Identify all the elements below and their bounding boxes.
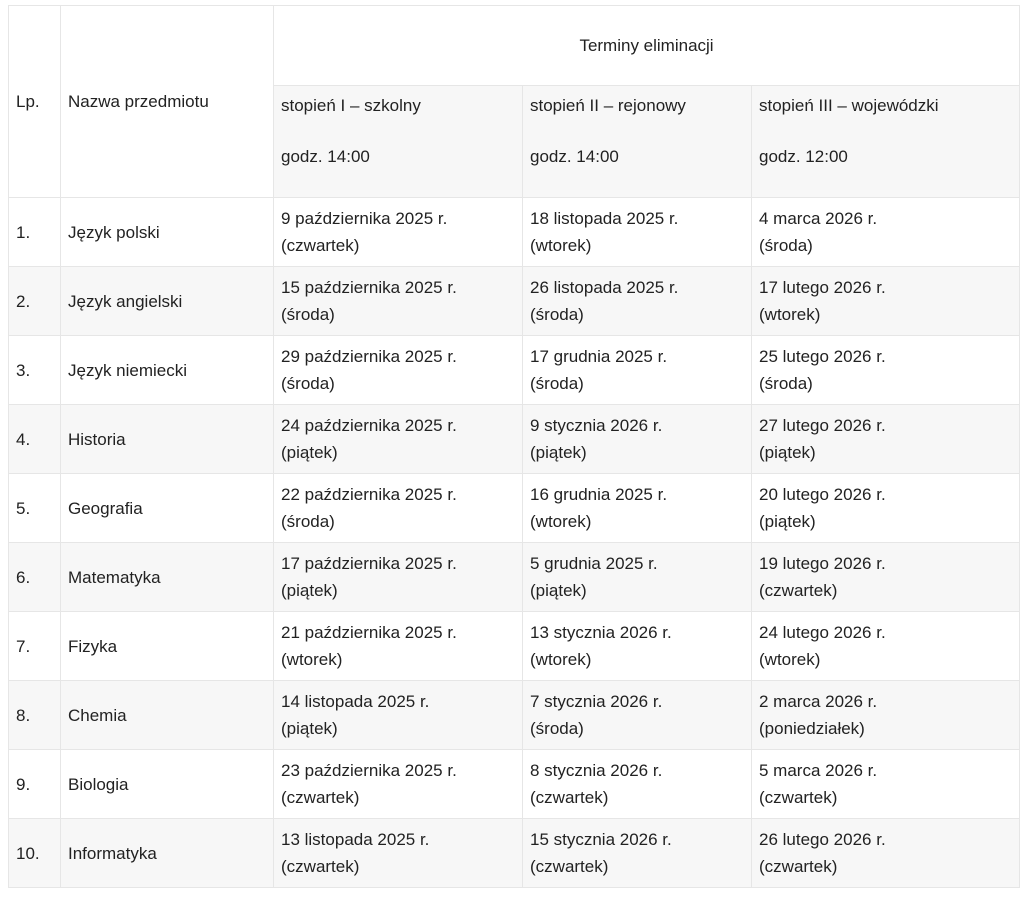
- weekday-text: (piątek): [759, 512, 816, 531]
- stage-3-date: [752, 474, 1020, 543]
- weekday-text: (piątek): [281, 581, 338, 600]
- row-number: 10.: [9, 819, 61, 888]
- stage-1-name: stopień I – szkolny: [281, 96, 421, 115]
- header-stage-1: [274, 86, 523, 198]
- table-row: [9, 819, 1020, 888]
- weekday-text: (czwartek): [281, 857, 360, 876]
- stage-1-date: [274, 198, 523, 267]
- date-text: 24 lutego 2026 r.: [759, 623, 886, 642]
- date-text: 15 października 2025 r.: [281, 278, 457, 297]
- date-text: 18 listopada 2025 r.: [530, 209, 679, 228]
- stage-1-date: [274, 474, 523, 543]
- date-text: 13 stycznia 2026 r.: [530, 623, 672, 642]
- date-text: 5 grudnia 2025 r.: [530, 554, 658, 573]
- stage-2-date: [523, 405, 752, 474]
- stage-2-date: [523, 336, 752, 405]
- weekday-text: (czwartek): [530, 857, 609, 876]
- stage-2-date: [523, 198, 752, 267]
- date-text: 23 października 2025 r.: [281, 761, 457, 780]
- header-stage-3: [752, 86, 1020, 198]
- weekday-text: (piątek): [530, 581, 587, 600]
- date-text: 2 marca 2026 r.: [759, 692, 878, 711]
- subject-name: Język angielski: [61, 267, 274, 336]
- stage-1-date: [274, 612, 523, 681]
- weekday-text: (wtorek): [759, 305, 821, 324]
- date-text: 17 grudnia 2025 r.: [530, 347, 668, 366]
- weekday-text: (wtorek): [281, 650, 343, 669]
- weekday-text: (piątek): [759, 443, 816, 462]
- date-text: 26 listopada 2025 r.: [530, 278, 679, 297]
- stage-1-date: [274, 267, 523, 336]
- subject-name: Matematyka: [61, 543, 274, 612]
- table-row: [9, 267, 1020, 336]
- stage-1-date: [274, 681, 523, 750]
- stage-1-time: godz. 14:00: [281, 147, 370, 166]
- row-number: 3.: [9, 336, 61, 405]
- schedule-table: [8, 5, 1020, 888]
- date-text: 25 lutego 2026 r.: [759, 347, 886, 366]
- stage-1-date: [274, 336, 523, 405]
- weekday-text: (piątek): [530, 443, 587, 462]
- stage-3-date: [752, 543, 1020, 612]
- subject-name: Chemia: [61, 681, 274, 750]
- stage-2-time: godz. 14:00: [530, 147, 619, 166]
- row-number: 4.: [9, 405, 61, 474]
- stage-3-date: [752, 750, 1020, 819]
- subject-name: Geografia: [61, 474, 274, 543]
- date-text: 27 lutego 2026 r.: [759, 416, 886, 435]
- header-subject: Nazwa przedmiotu: [61, 6, 274, 198]
- subject-name: Historia: [61, 405, 274, 474]
- stage-2-date: [523, 543, 752, 612]
- date-text: 9 października 2025 r.: [281, 209, 448, 228]
- row-number: 7.: [9, 612, 61, 681]
- date-text: 4 marca 2026 r.: [759, 209, 878, 228]
- date-text: 15 stycznia 2026 r.: [530, 830, 672, 849]
- subject-name: Informatyka: [61, 819, 274, 888]
- weekday-text: (środa): [281, 305, 335, 324]
- table-body: [9, 198, 1020, 888]
- weekday-text: (czwartek): [759, 857, 838, 876]
- stage-3-date: [752, 267, 1020, 336]
- row-number: 5.: [9, 474, 61, 543]
- stage-2-date: [523, 612, 752, 681]
- date-text: 8 stycznia 2026 r.: [530, 761, 663, 780]
- table-row: [9, 612, 1020, 681]
- weekday-text: (wtorek): [530, 236, 592, 255]
- date-text: 5 marca 2026 r.: [759, 761, 878, 780]
- weekday-text: (piątek): [281, 443, 338, 462]
- stage-3-date: [752, 612, 1020, 681]
- subject-name: Fizyka: [61, 612, 274, 681]
- table-row: [9, 198, 1020, 267]
- weekday-text: (środa): [759, 374, 813, 393]
- weekday-text: (czwartek): [759, 788, 838, 807]
- subject-name: Język niemiecki: [61, 336, 274, 405]
- weekday-text: (piątek): [281, 719, 338, 738]
- date-text: 19 lutego 2026 r.: [759, 554, 886, 573]
- date-text: 13 listopada 2025 r.: [281, 830, 430, 849]
- header-row-top: [9, 6, 1020, 86]
- weekday-text: (środa): [530, 374, 584, 393]
- header-elimination-dates: Terminy eliminacji: [274, 6, 1020, 86]
- date-text: 17 października 2025 r.: [281, 554, 457, 573]
- weekday-text: (środa): [759, 236, 813, 255]
- weekday-text: (czwartek): [281, 788, 360, 807]
- stage-3-date: [752, 198, 1020, 267]
- weekday-text: (czwartek): [759, 581, 838, 600]
- weekday-text: (środa): [530, 719, 584, 738]
- stage-3-name: stopień III – wojewódzki: [759, 96, 939, 115]
- table-row: [9, 750, 1020, 819]
- table-row: [9, 336, 1020, 405]
- stage-3-date: [752, 336, 1020, 405]
- weekday-text: (środa): [281, 512, 335, 531]
- date-text: 17 lutego 2026 r.: [759, 278, 886, 297]
- weekday-text: (czwartek): [530, 788, 609, 807]
- weekday-text: (wtorek): [759, 650, 821, 669]
- stage-3-date: [752, 405, 1020, 474]
- header-stage-2: [523, 86, 752, 198]
- subject-name: Język polski: [61, 198, 274, 267]
- stage-2-date: [523, 681, 752, 750]
- weekday-text: (środa): [281, 374, 335, 393]
- stage-2-date: [523, 474, 752, 543]
- weekday-text: (środa): [530, 305, 584, 324]
- weekday-text: (wtorek): [530, 512, 592, 531]
- row-number: 2.: [9, 267, 61, 336]
- stage-2-name: stopień II – rejonowy: [530, 96, 686, 115]
- weekday-text: (czwartek): [281, 236, 360, 255]
- stage-1-date: [274, 405, 523, 474]
- table-row: [9, 681, 1020, 750]
- stage-3-time: godz. 12:00: [759, 147, 848, 166]
- table-row: [9, 474, 1020, 543]
- stage-2-date: [523, 819, 752, 888]
- stage-2-date: [523, 750, 752, 819]
- date-text: 29 października 2025 r.: [281, 347, 457, 366]
- date-text: 21 października 2025 r.: [281, 623, 457, 642]
- date-text: 9 stycznia 2026 r.: [530, 416, 663, 435]
- stage-3-date: [752, 681, 1020, 750]
- date-text: 14 listopada 2025 r.: [281, 692, 430, 711]
- row-number: 1.: [9, 198, 61, 267]
- row-number: 9.: [9, 750, 61, 819]
- table-row: [9, 543, 1020, 612]
- date-text: 22 października 2025 r.: [281, 485, 457, 504]
- row-number: 8.: [9, 681, 61, 750]
- stage-1-date: [274, 543, 523, 612]
- stage-2-date: [523, 267, 752, 336]
- subject-name: Biologia: [61, 750, 274, 819]
- table-header: [9, 6, 1020, 198]
- weekday-text: (poniedziałek): [759, 719, 865, 738]
- date-text: 16 grudnia 2025 r.: [530, 485, 668, 504]
- stage-1-date: [274, 750, 523, 819]
- date-text: 7 stycznia 2026 r.: [530, 692, 663, 711]
- row-number: 6.: [9, 543, 61, 612]
- stage-1-date: [274, 819, 523, 888]
- schedule-table-container: [8, 5, 1019, 888]
- table-row: [9, 405, 1020, 474]
- date-text: 20 lutego 2026 r.: [759, 485, 886, 504]
- stage-3-date: [752, 819, 1020, 888]
- date-text: 24 października 2025 r.: [281, 416, 457, 435]
- weekday-text: (wtorek): [530, 650, 592, 669]
- date-text: 26 lutego 2026 r.: [759, 830, 886, 849]
- header-lp: Lp.: [9, 6, 61, 198]
